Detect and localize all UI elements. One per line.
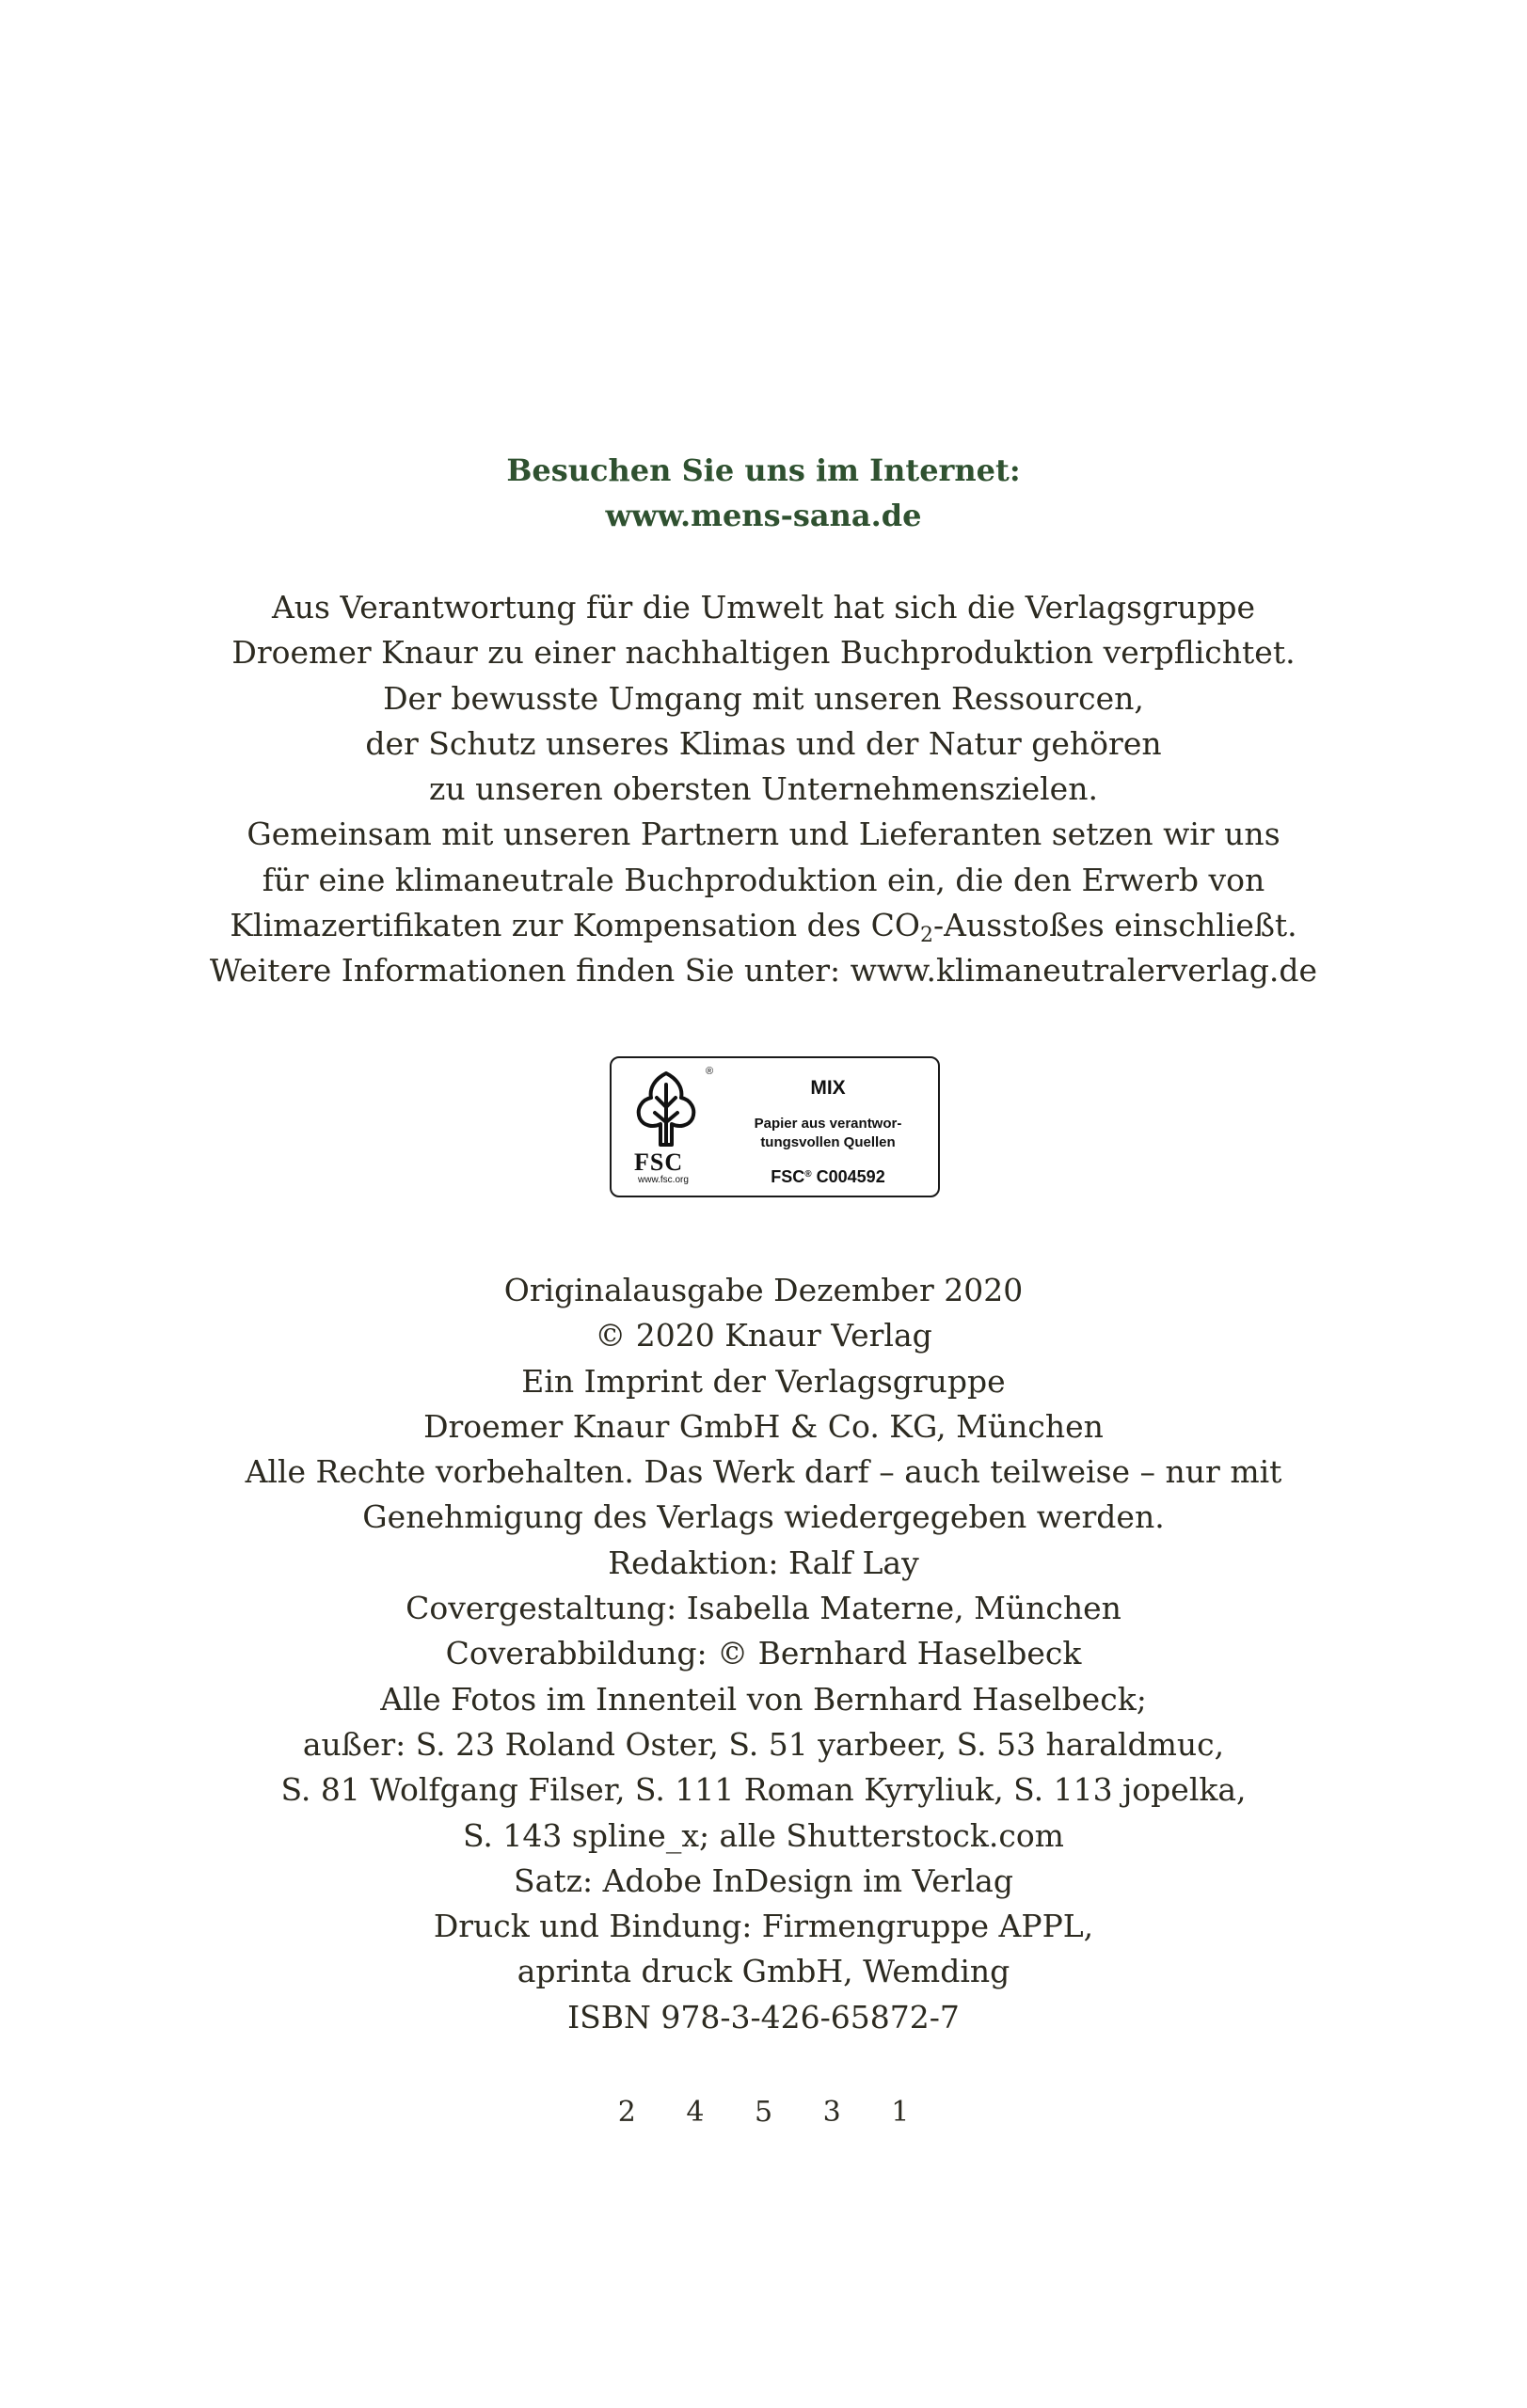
env-line: zu unseren obersten Unternehmenszielen.	[429, 770, 1098, 808]
fsc-tree-icon	[628, 1069, 704, 1149]
imprint-line: aprinta druck GmbH, Wemding	[517, 1953, 1010, 1990]
env-line: für eine klimaneutrale Buchproduktion ein, die den Erwerb von	[262, 861, 1265, 898]
imprint-line: Originalausgabe Dezember 2020	[503, 1272, 1024, 1308]
visit-line: Besuchen Sie uns im Internet:	[506, 452, 1021, 488]
imprint-line: Genehmigung des Verlags wiedergegeben werden.	[362, 1498, 1165, 1536]
co2-line	[0, 903, 1527, 948]
environment-statement	[0, 585, 1527, 994]
fsc-label	[610, 1056, 940, 1197]
imprint-line: © 2020 Knaur Verlag	[595, 1317, 932, 1354]
imprint-line: Coverabbildung: © Bernhard Haselbeck	[445, 1635, 1082, 1672]
imprint-line: außer: S. 23 Roland Oster, S. 51 yarbeer, S. 53 haraldmuc,	[302, 1725, 1225, 1763]
imprint-line: Ein Imprint der Verlagsgruppe	[521, 1362, 1006, 1400]
imprint-line: ISBN 978-3-426-65872-7	[567, 1998, 960, 2036]
imprint-line: Droemer Knaur GmbH & Co. KG, München	[423, 1407, 1104, 1445]
fsc-description-line: tungsvollen Quellen	[760, 1134, 896, 1150]
env-line: Aus Verantwortung für die Umwelt hat sich die Verlagsgruppe	[271, 589, 1256, 626]
info-line: Weitere Informationen finden Sie unter: www.klimaneutralerverlag.de	[209, 952, 1318, 990]
internet-notice	[0, 448, 1527, 538]
fsc-description-line: Papier aus verantwor-	[754, 1116, 902, 1132]
co2-line-after: -Ausstoßes einschließt.	[932, 907, 1297, 944]
imprint-line: Alle Fotos im Innenteil von Bernhard Haselbeck;	[380, 1680, 1147, 1718]
imprint-line: S. 81 Wolfgang Filser, S. 111 Roman Kyryliuk, S. 113 jopelka,	[280, 1771, 1247, 1809]
fsc-mix: MIX	[810, 1077, 846, 1099]
co2-subscript: 2	[919, 924, 933, 948]
imprint-line: S. 143 spline_x; alle Shutterstock.com	[463, 1816, 1064, 1854]
fsc-license-prefix: FSC	[771, 1167, 805, 1186]
fsc-registered-mark: ®	[706, 1066, 714, 1077]
website-link[interactable]: www.mens-sana.de	[605, 498, 922, 533]
fsc-license-registered: ®	[804, 1169, 812, 1180]
fsc-description	[734, 1115, 922, 1152]
fsc-license-code: C004592	[811, 1167, 885, 1186]
fsc-license	[734, 1167, 922, 1187]
co2-line-before: Klimazertifikaten zur Kompensation des CO	[230, 907, 920, 944]
env-line: Droemer Knaur zu einer nachhaltigen Buchproduktion verpflichtet.	[231, 634, 1296, 672]
fsc-url: www.fsc.org	[638, 1175, 689, 1185]
print-run-numbers: 2 4 5 3 1	[617, 2096, 931, 2129]
imprint-line: Alle Rechte vorbehalten. Das Werk darf – auch teilweise – nur mit	[245, 1453, 1282, 1491]
imprint-details	[0, 1268, 1527, 2040]
fsc-logo	[621, 1064, 724, 1192]
imprint-line: Covergestaltung: Isabella Materne, München	[406, 1590, 1121, 1627]
imprint-line: Redaktion: Ralf Lay	[608, 1544, 919, 1581]
imprint-line: Druck und Bindung: Firmengruppe APPL,	[433, 1908, 1094, 1945]
env-line: Der bewusste Umgang mit unseren Ressourcen,	[383, 679, 1144, 717]
env-line: der Schutz unseres Klimas und der Natur gehören	[365, 724, 1162, 762]
env-line: Gemeinsam mit unseren Partnern und Lieferanten setzen wir uns	[247, 816, 1280, 853]
imprint-line: Satz: Adobe InDesign im Verlag	[514, 1861, 1013, 1899]
fsc-mark: FSC	[634, 1149, 684, 1176]
